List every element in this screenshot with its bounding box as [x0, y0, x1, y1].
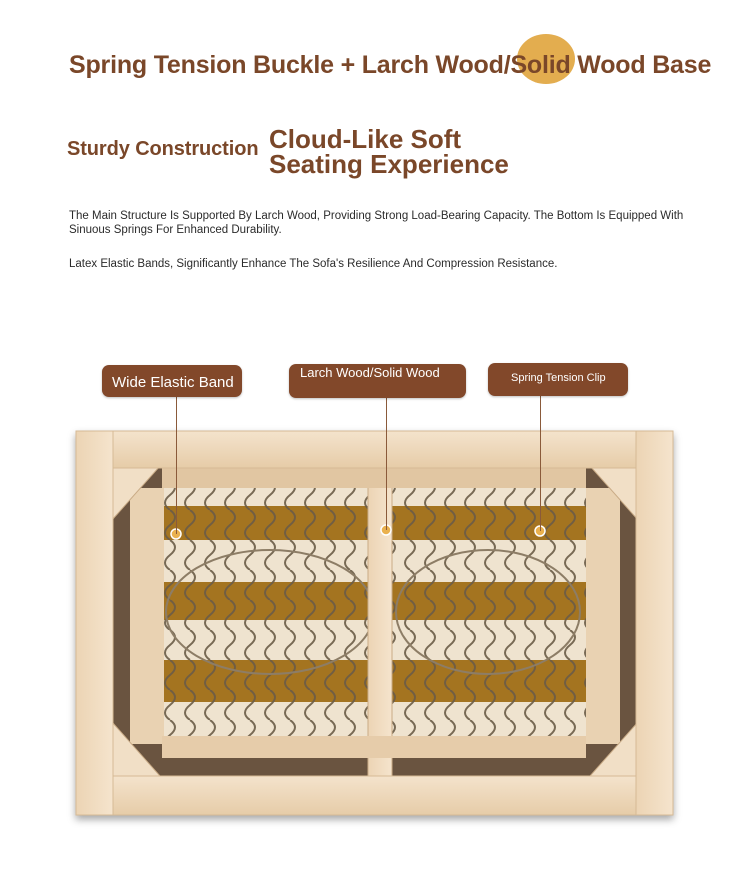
- description-structure: The Main Structure Is Supported By Larch Wood, Providing Strong Load-Bearing Capacity. The Bottom Is Equipped With Sinuous Springs For Enhanced Durability.: [69, 210, 684, 236]
- description-elastic: Latex Elastic Bands, Significantly Enhance The Sofa's Resilience And Compression Resistance.: [69, 258, 558, 270]
- leader-line-wood: [386, 398, 387, 530]
- callout-label-spring-clip: Spring Tension Clip: [488, 363, 628, 396]
- leader-line-elastic: [176, 397, 177, 534]
- leader-line-clip: [540, 396, 541, 531]
- subheading-comfort: Cloud-Like Soft Seating Experience: [269, 124, 509, 179]
- callout-label-elastic-band: Wide Elastic Band: [102, 365, 242, 397]
- subheading-construction: Sturdy Construction: [67, 138, 259, 160]
- callout-label-larch-wood: Larch Wood/Solid Wood: [289, 364, 466, 398]
- headline: Spring Tension Buckle + Larch Wood/Solid Wood Base: [69, 51, 712, 79]
